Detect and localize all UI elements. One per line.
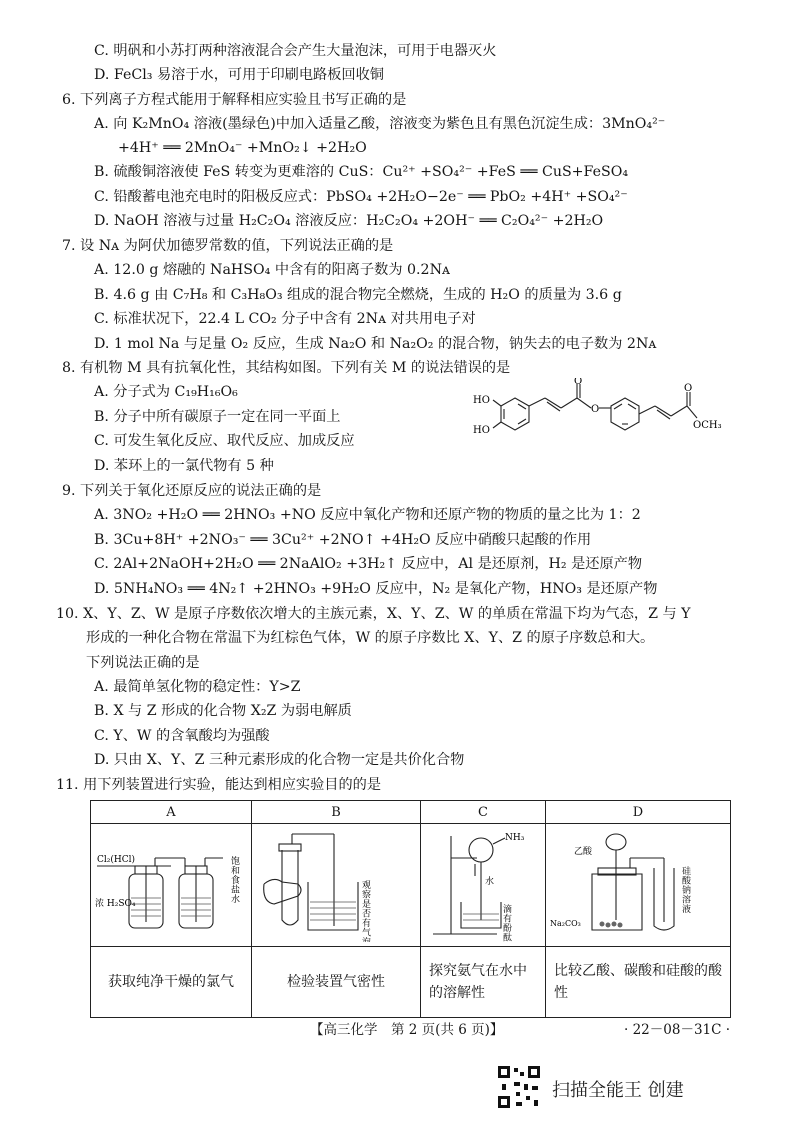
q9-option-b: B. 3Cu+8H⁺ +2NO₃⁻ ══ 3Cu²⁺ +2NO↑ +4H₂O 反应中硝酸只起酸的作用 <box>94 532 592 548</box>
structure-of-m <box>465 378 755 458</box>
och3-label: OCH₃ <box>693 420 722 431</box>
header-a: A <box>91 801 252 824</box>
caption-b: 检验装置气密性 <box>252 947 421 1018</box>
ho-label-2: HO <box>473 425 490 436</box>
q10-option-c: C. Y、W 的含氧酸均为强酸 <box>94 728 270 744</box>
q10-option-d: D. 只由 X、Y、Z 三种元素形成的化合物一定是共价化合物 <box>94 752 465 768</box>
header-d: D <box>546 801 731 824</box>
apparatus-a <box>91 824 252 947</box>
label-brine: 饱和食盐水 <box>231 857 241 905</box>
label-cl2-hcl: Cl₂(HCl) <box>97 855 136 865</box>
q6-option-a-cont: +4H⁺ ══ 2MnO₄⁻ +MnO₂↓ +2H₂O <box>118 140 367 156</box>
q6-option-a: A. 向 K₂MnO₄ 溶液(墨绿色)中加入适量乙酸，溶液变为紫色且有黑色沉淀生成：3MnO₄²⁻ <box>94 116 666 132</box>
header-c: C <box>421 801 546 824</box>
apparatus-c <box>421 824 546 947</box>
q6-option-b: B. 硫酸铜溶液使 FeS 转变为更难溶的 CuS：Cu²⁺ +SO₄²⁻ +FeS ══ CuS+FeSO₄ <box>94 164 629 180</box>
q9-option-a: A. 3NO₂ +H₂O ══ 2HNO₃ +NO 反应中氧化产物和还原产物的物质的量之比为 1：2 <box>94 507 641 523</box>
caption-d: 比较乙酸、碳酸和硅酸的酸性 <box>546 947 731 1018</box>
q7-option-d: D. 1 mol Na 与足量 O₂ 反应，生成 Na₂O 和 Na₂O₂ 的混合物，钠失去的电子数为 2Nᴀ <box>94 336 657 352</box>
qr-code-icon <box>496 1064 542 1110</box>
scanner-watermark: 扫描全能王 创建 <box>552 1080 684 1101</box>
label-na2co3: Na₂CO₃ <box>550 919 581 928</box>
carbonyl-o-label-2: O <box>684 383 693 394</box>
q8-option-c: C. 可发生氧化反应、取代反应、加成反应 <box>94 433 355 449</box>
option-c-q5: C. 明矾和小苏打两种溶液混合会产生大量泡沫，可用于电器灭火 <box>94 43 497 59</box>
label-sodium-silicate: 硅酸钠溶液 <box>682 867 692 915</box>
paper-code: · 22－08－31C · <box>624 1022 731 1038</box>
q6-option-c: C. 铅酸蓄电池充电时的阳极反应式：PbSO₄ +2H₂O−2e⁻ ══ PbO₂ +4H⁺ +SO₄²⁻ <box>94 189 628 205</box>
q7-option-a: A. 12.0 g 熔融的 NaHSO₄ 中含有的阳离子数为 0.2Nᴀ <box>94 262 451 278</box>
question-9: 9. 下列关于氧化还原反应的说法正确的是 <box>62 483 322 499</box>
q7-option-b: B. 4.6 g 由 C₇H₈ 和 C₃H₈O₃ 组成的混合物完全燃烧，生成的 H₂O 的质量为 3.6 g <box>94 287 622 303</box>
header-b: B <box>252 801 421 824</box>
q7-option-c: C. 标准状况下，22.4 L CO₂ 分子中含有 2Nᴀ 对共用电子对 <box>94 311 476 327</box>
question-10: 10. X、Y、Z、W 是原子序数依次增大的主族元素，X、Y、Z、W 的单质在常温下均为气态，Z 与 Y <box>56 606 691 622</box>
q8-option-a: A. 分子式为 C₁₉H₁₆O₆ <box>94 384 238 400</box>
question-10-prompt: 下列说法正确的是 <box>86 655 200 671</box>
carbonyl-o-label-1: O <box>574 378 583 387</box>
label-water: 水 <box>485 877 495 887</box>
question-6: 6. 下列离子方程式能用于解释相应实验且书写正确的是 <box>62 92 407 108</box>
q8-option-b: B. 分子中所有碳原子一定在同一平面上 <box>94 409 341 425</box>
page-footer: 【高三化学 第 2 页(共 6 页)】 <box>310 1022 504 1038</box>
q9-option-c: C. 2Al+2NaOH+2H₂O ══ 2NaAlO₂ +3H₂↑ 反应中，Al 是还原剂，H₂ 是还原产物 <box>94 556 643 572</box>
q8-option-d: D. 苯环上的一氯代物有 5 种 <box>94 458 274 474</box>
ester-o-label: O <box>591 404 600 415</box>
label-acetic-acid: 乙酸 <box>574 847 593 857</box>
q6-option-d: D. NaOH 溶液与过量 H₂C₂O₄ 溶液反应：H₂C₂O₄ +2OH⁻ ══ C₂O₄²⁻ +2H₂O <box>94 213 604 229</box>
option-d-q5: D. FeCl₃ 易溶于水，可用于印刷电路板回收铜 <box>94 67 384 83</box>
caption-a: 获取纯净干燥的氯气 <box>91 947 252 1018</box>
apparatus-d <box>546 824 731 947</box>
label-phenolphthalein: 滴有酚酞 <box>503 905 513 942</box>
apparatus-b <box>252 824 421 947</box>
label-conc-h2so4: 浓 H₂SO₄ <box>95 899 136 909</box>
question-11: 11. 用下列装置进行实验，能达到相应实验目的的是 <box>56 777 382 793</box>
label-nh3: NH₃ <box>505 833 525 843</box>
ho-label-1: HO <box>473 395 490 406</box>
question-10-cont: 形成的一种化合物在常温下为红棕色气体，W 的原子序数比 X、Y、Z 的原子序数总和大。 <box>86 630 655 646</box>
question-8: 8. 有机物 M 具有抗氧化性，其结构如图。下列有关 M 的说法错误的是 <box>62 360 511 376</box>
label-observe-bubbles: 观察是否有气 <box>362 881 372 939</box>
apparatus-table <box>90 800 731 1018</box>
q10-option-b: B. X 与 Z 形成的化合物 X₂Z 为弱电解质 <box>94 703 352 719</box>
caption-c: 探究氨气在水中的溶解性 <box>421 947 546 1018</box>
q10-option-a: A. 最简单氢化物的稳定性：Y>Z <box>94 679 301 695</box>
q9-option-d: D. 5NH₄NO₃ ══ 4N₂↑ +2HNO₃ +9H₂O 反应中，N₂ 是氧化产物，HNO₃ 是还原产物 <box>94 581 658 597</box>
question-7: 7. 设 Nᴀ 为阿伏加德罗常数的值，下列说法正确的是 <box>62 238 394 254</box>
